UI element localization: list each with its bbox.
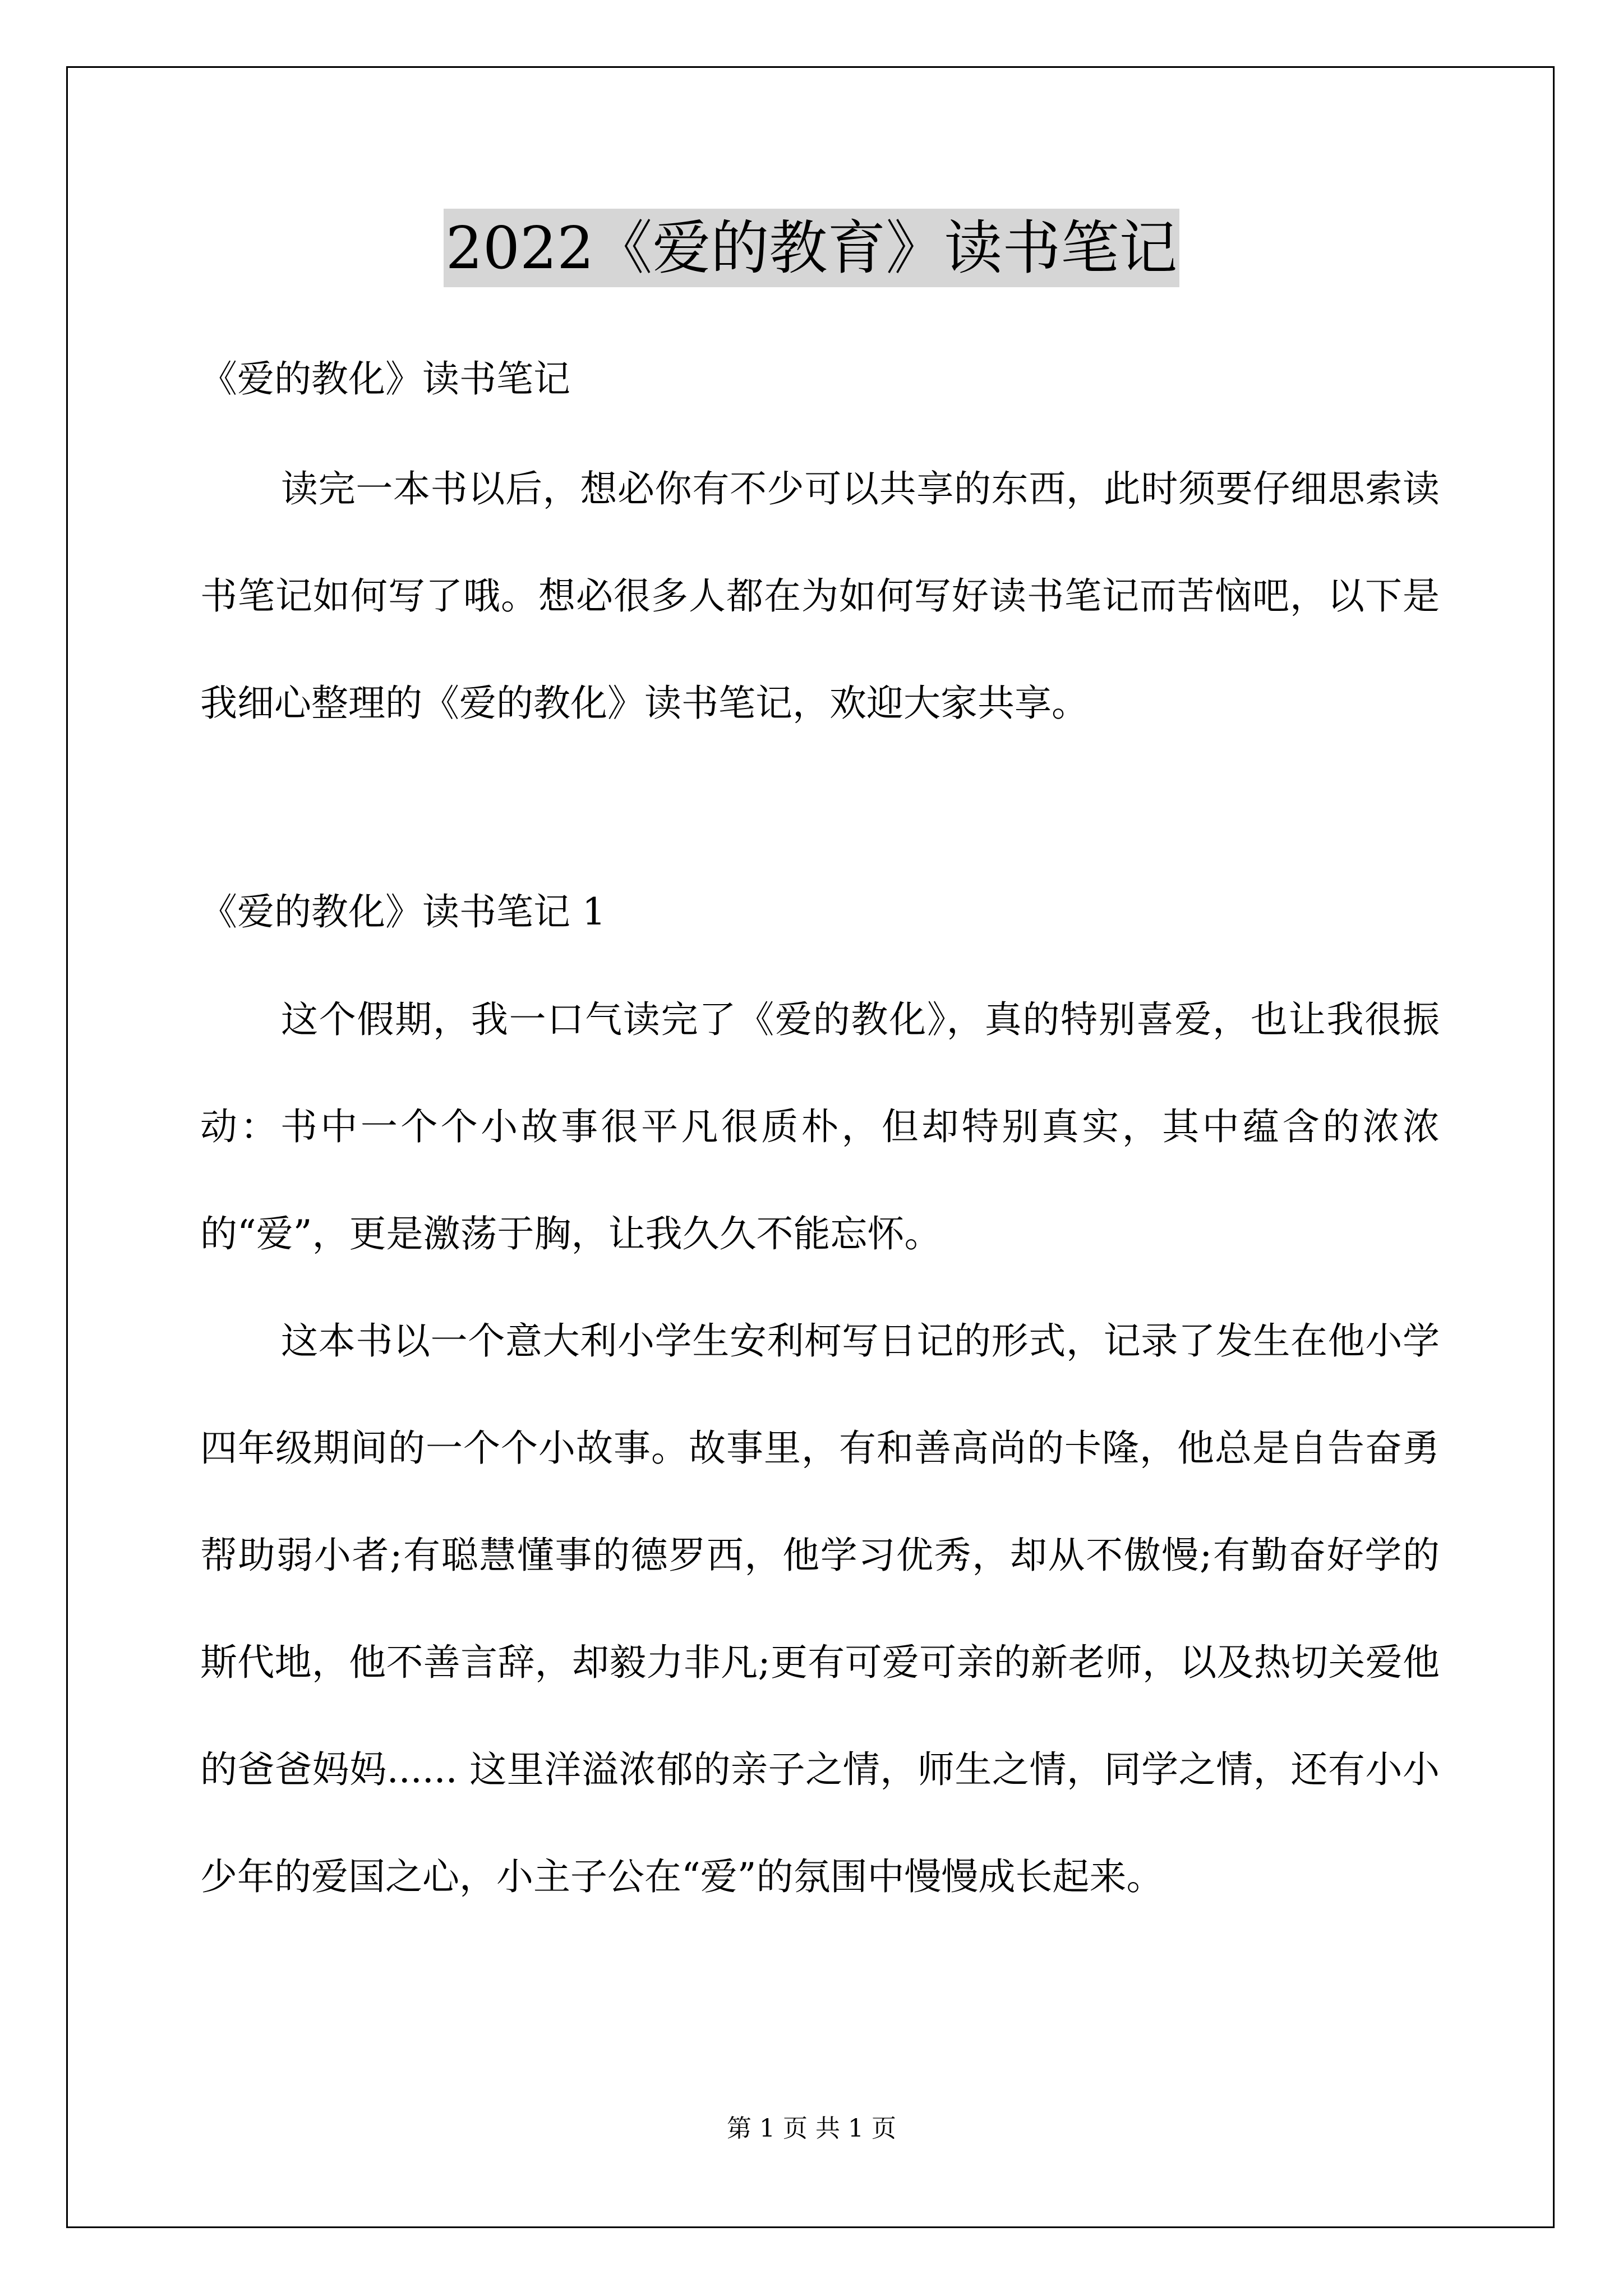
body-paragraph: 这本书以一个意大利小学生安利柯写日记的形式，记录了发生在他小学四年级期间的一个个小故事。故事里，有和善高尚的卡隆，他总是自告奋勇帮助弱小者;有聪慧懂事的德罗西，他学习优秀，却从不傲慢;有勤奋好学的斯代地，他不善言辞，却毅力非凡;更有可爱可亲的新老师，以及热切关爱他的爸爸妈妈...... 这里洋溢浓郁的亲子之情，师生之情，同学之情，还有小小少年的爱国之心，小主子公在“爱”的氛围中慢慢成长起来。 xyxy=(200,1319,1440,1898)
document-title: 2022《爱的教育》读书笔记 xyxy=(444,209,1180,287)
title-block xyxy=(0,209,1623,287)
body-paragraph: 这个假期，我一口气读完了《爱的教化》，真的特别喜爱，也让我很振动：书中一个个小故事很平凡很质朴，但却特别真实，其中蕴含的浓浓的“爱”，更是激荡于胸，让我久久不能忘怀。 xyxy=(200,998,1440,1255)
intro-paragraph: 读完一本书以后，想必你有不少可以共享的东西，此时须要仔细思索读书笔记如何写了哦。想必很多人都在为如何写好读书笔记而苦恼吧，以下是我细心整理的《爱的教化》读书笔记，欢迎大家共享。 xyxy=(200,467,1440,725)
document-subtitle: 《爱的教化》读书笔记 xyxy=(200,357,570,401)
section-body xyxy=(200,966,1440,1930)
intro-section xyxy=(200,435,1440,757)
page-footer: 第 1 页 共 1 页 xyxy=(727,2114,896,2143)
section-heading: 《爱的教化》读书笔记 1 xyxy=(200,890,606,933)
